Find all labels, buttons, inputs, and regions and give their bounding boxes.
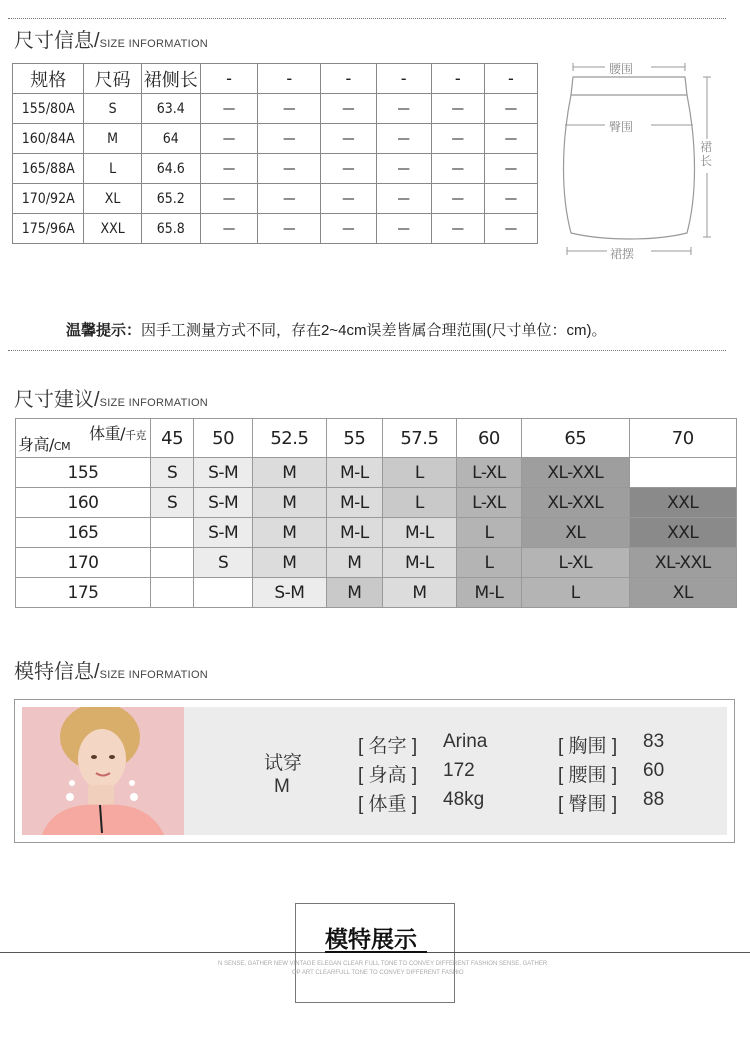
size-suggestion-cell: M-L: [383, 518, 457, 548]
size-cell: 64: [141, 124, 200, 154]
model-photo: [22, 707, 184, 835]
size-cell: —: [376, 184, 431, 214]
table-row: [13, 94, 538, 124]
size-suggestion-cell: S-M: [194, 488, 253, 518]
size-cell: —: [258, 124, 321, 154]
size-cell: 170/92A: [13, 184, 84, 214]
weight-header-cell: 50: [194, 419, 253, 458]
size-cell: —: [376, 214, 431, 244]
size-header-cell: 裙侧长: [141, 64, 200, 94]
size-suggestion-cell: L-XL: [456, 488, 521, 518]
size-cell: —: [431, 214, 484, 244]
size-cell: —: [200, 184, 257, 214]
size-cell: —: [484, 94, 537, 124]
hip-value: 88: [643, 789, 665, 810]
size-suggestion-cell: L: [383, 488, 457, 518]
size-cell: —: [431, 94, 484, 124]
size-header-cell: -: [200, 64, 257, 94]
size-suggestion-cell: M-L: [326, 488, 382, 518]
size-cell: —: [258, 94, 321, 124]
size-suggestion-cell: [151, 518, 194, 548]
size-header-cell: -: [484, 64, 537, 94]
size-suggestion-cell: M-L: [383, 548, 457, 578]
size-suggestion-cell: [151, 548, 194, 578]
table-corner: 体重/千克 身高/CM: [16, 419, 151, 458]
showcase-underline: [325, 951, 427, 953]
size-suggestion-cell: S-M: [194, 518, 253, 548]
size-header-cell: -: [258, 64, 321, 94]
height-cell: 170: [16, 548, 151, 578]
height-cell: 165: [16, 518, 151, 548]
size-cell: 155/80A: [13, 94, 84, 124]
divider-middle: [8, 350, 726, 351]
size-cell: —: [431, 124, 484, 154]
weight-header-cell: 55: [326, 419, 382, 458]
size-suggestion-cell: [194, 578, 253, 608]
table-row: [13, 184, 538, 214]
size-cell: XXL: [84, 214, 141, 244]
weight-header-cell: 65: [522, 419, 629, 458]
size-suggestion-cell: XL-XXL: [522, 488, 629, 518]
weight-header-cell: 57.5: [383, 419, 457, 458]
bust-value: 83: [643, 731, 665, 752]
size-suggestion-cell: M-L: [456, 578, 521, 608]
height-label: [ 身高 ]: [358, 765, 418, 786]
size-suggestion-cell: M-L: [326, 458, 382, 488]
size-recommend-table: [15, 418, 737, 608]
height-cell: 155: [16, 458, 151, 488]
weight-header-cell: 70: [629, 419, 737, 458]
size-cell: 165/88A: [13, 154, 84, 184]
size-suggestion-cell: S-M: [252, 578, 326, 608]
height-value: 172: [443, 760, 475, 781]
size-suggestion-cell: XL: [522, 518, 629, 548]
size-suggestion-cell: L: [522, 578, 629, 608]
measurement-tip: 温馨提示：因手工测量方式不同，存在2~4cm误差皆属合理范围(尺寸单位：cm)。: [66, 322, 607, 339]
name-value: Arina: [443, 731, 488, 752]
size-suggestion-cell: M: [252, 518, 326, 548]
waist-label: [ 腰围 ]: [558, 765, 618, 786]
size-cell: —: [431, 184, 484, 214]
hip-label: [ 臀围 ]: [558, 794, 618, 815]
height-cell: 175: [16, 578, 151, 608]
size-cell: —: [321, 184, 376, 214]
size-suggestion-cell: M-L: [326, 518, 382, 548]
size-cell: —: [321, 154, 376, 184]
size-cell: 175/96A: [13, 214, 84, 244]
weight-header-cell: 60: [456, 419, 521, 458]
size-recommend-title: 尺寸建议/SIZE INFORMATION: [14, 389, 209, 411]
bust-label: [ 胸围 ]: [558, 736, 618, 757]
size-cell: —: [484, 154, 537, 184]
model-info-title: 模特信息/SIZE INFORMATION: [14, 661, 209, 683]
showcase-tagline-1: N SENSE, GATHER NEW VINTAGE ELEGAN CLEAR FULL TONE TO CONVEY DIFFERENT FASHION SENSE, GATHER: [218, 961, 548, 967]
name-label: [ 名字 ]: [358, 736, 418, 757]
size-cell: 65.8: [141, 214, 200, 244]
size-suggestion-cell: M: [383, 578, 457, 608]
table-row: [16, 518, 737, 548]
size-cell: —: [484, 184, 537, 214]
size-suggestion-cell: S: [151, 458, 194, 488]
table-row: [13, 214, 538, 244]
size-suggestion-cell: S: [151, 488, 194, 518]
size-suggestion-cell: XL-XXL: [629, 548, 737, 578]
size-suggestion-cell: XL: [629, 578, 737, 608]
diagram-length-label: 裙长: [700, 140, 713, 168]
size-cell: —: [258, 184, 321, 214]
size-suggestion-cell: [151, 578, 194, 608]
size-cell: S: [84, 94, 141, 124]
size-suggestion-cell: M: [252, 458, 326, 488]
size-cell: L: [84, 154, 141, 184]
size-cell: M: [84, 124, 141, 154]
size-suggestion-cell: L: [383, 458, 457, 488]
table-row: [13, 154, 538, 184]
size-suggestion-cell: L-XL: [522, 548, 629, 578]
size-header-cell: -: [376, 64, 431, 94]
divider-top: [8, 18, 726, 19]
showcase-tagline-2: OP ART CLEARFULL TONE TO CONVEY DIFFERENT FASHIO: [292, 970, 464, 976]
size-suggestion-cell: L: [456, 548, 521, 578]
size-suggestion-cell: L: [456, 518, 521, 548]
table-row: [16, 458, 737, 488]
size-cell: —: [321, 124, 376, 154]
size-suggestion-cell: M: [252, 488, 326, 518]
size-cell: —: [321, 214, 376, 244]
table-row: [16, 578, 737, 608]
waist-value: 60: [643, 760, 665, 781]
try-size: M: [274, 776, 290, 797]
table-row: [16, 548, 737, 578]
size-cell: —: [200, 154, 257, 184]
weight-header-cell: 45: [151, 419, 194, 458]
size-cell: —: [484, 214, 537, 244]
size-header-cell: -: [321, 64, 376, 94]
weight-label: [ 体重 ]: [358, 794, 418, 815]
size-header-cell: -: [431, 64, 484, 94]
size-cell: —: [376, 94, 431, 124]
size-cell: —: [484, 124, 537, 154]
diagram-waist-label: 腰围: [609, 62, 634, 76]
table-row: [16, 488, 737, 518]
size-cell: 63.4: [141, 94, 200, 124]
size-cell: —: [321, 94, 376, 124]
diagram-hip-label: 臀围: [609, 120, 634, 134]
size-cell: XL: [84, 184, 141, 214]
size-suggestion-cell: XXL: [629, 488, 737, 518]
try-label: 试穿: [264, 753, 303, 774]
showcase-title: 模特展示: [325, 926, 417, 952]
size-suggestion-cell: XXL: [629, 518, 737, 548]
weight-value: 48kg: [443, 789, 485, 810]
size-info-title: 尺寸信息/SIZE INFORMATION: [14, 30, 209, 52]
size-suggestion-cell: M: [326, 548, 382, 578]
size-cell: —: [376, 154, 431, 184]
size-cell: —: [200, 94, 257, 124]
size-cell: —: [376, 124, 431, 154]
size-suggestion-cell: XL-XXL: [522, 458, 629, 488]
size-suggestion-cell: [629, 458, 737, 488]
size-cell: —: [200, 124, 257, 154]
size-suggestion-cell: S: [194, 548, 253, 578]
size-cell: —: [200, 214, 257, 244]
size-header-cell: 规格: [13, 64, 84, 94]
size-cell: —: [431, 154, 484, 184]
size-cell: —: [258, 214, 321, 244]
table-row: [13, 124, 538, 154]
height-cell: 160: [16, 488, 151, 518]
weight-header-cell: 52.5: [252, 419, 326, 458]
size-header-cell: 尺码: [84, 64, 141, 94]
size-cell: 64.6: [141, 154, 200, 184]
size-suggestion-cell: M: [326, 578, 382, 608]
diagram-hem-label: 裙摆: [610, 247, 635, 261]
size-table: [12, 63, 538, 244]
size-suggestion-cell: L-XL: [456, 458, 521, 488]
size-cell: —: [258, 154, 321, 184]
size-cell: 160/84A: [13, 124, 84, 154]
size-suggestion-cell: S-M: [194, 458, 253, 488]
size-cell: 65.2: [141, 184, 200, 214]
size-suggestion-cell: M: [252, 548, 326, 578]
